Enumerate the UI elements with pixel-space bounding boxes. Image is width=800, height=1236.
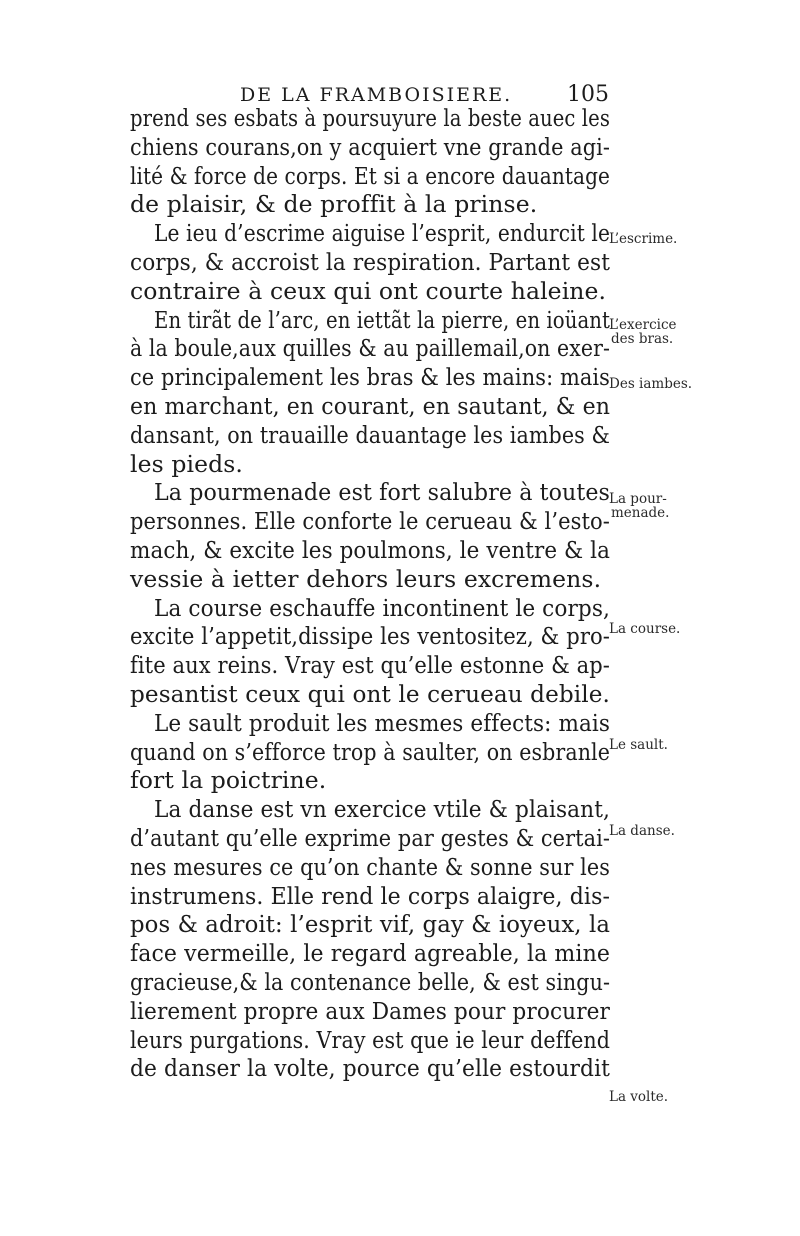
text-line: gracieuse,& la contenance belle, & est singu- <box>130 967 610 996</box>
text-line: Le sault produit les mesmes effects: mais <box>154 708 610 737</box>
text-line: leurs purgations. Vray est que ie leur deffend <box>130 1025 610 1054</box>
margin-note-exercice-bras <box>609 318 677 346</box>
margin-note-line: La pour- <box>609 491 667 507</box>
text-line: En tirãt de l’arc, en iettãt la pierre, en ioüant <box>154 305 610 334</box>
text-line: quand on s’efforce trop à saulter, on esbranle <box>130 737 610 766</box>
text-line: Le ieu d’escrime aiguise l’esprit, endurcit le <box>154 219 610 248</box>
text-line: prend ses esbats à poursuyure la beste auec les <box>130 104 610 132</box>
text-line: fite aux reins. Vray est qu’elle estonne & ap- <box>130 651 610 680</box>
text-line: de danser la volte, pource qu’elle estourdit <box>130 1054 610 1083</box>
text-line: excite l’appetit,dissipe les ventositez, & pro- <box>130 622 610 651</box>
text-line: dansant, on trauaille dauantage les iambes & <box>130 420 610 449</box>
margin-note-des-iambes: Des iambes. <box>609 376 693 392</box>
margin-note-line: L’exercice <box>609 317 677 333</box>
text-line: personnes. Elle conforte le cerueau & l’esto- <box>130 507 610 536</box>
text-line: lité & force de corps. Et si a encore dauantage <box>130 161 610 190</box>
text-line: nes mesures ce qu’on chante & sonne sur les <box>130 852 610 881</box>
text-line: les pieds. <box>130 449 243 478</box>
text-line: mach, & excite les poulmons, le ventre & la <box>130 535 610 564</box>
text-line: vessie à ietter dehors leurs excremens. <box>130 564 602 593</box>
text-line: d’autant qu’elle exprime par gestes & certai- <box>130 823 610 852</box>
margin-note-escrime: L’escrime. <box>609 231 678 247</box>
text-line: pos & adroit: l’esprit vif, gay & ioyeux, la <box>130 910 610 939</box>
margin-note-danse: La danse. <box>609 823 675 839</box>
margin-note-line: menade. <box>611 505 670 521</box>
margin-note-line: des bras. <box>611 331 674 347</box>
text-line: de plaisir, & de proffit à la prinse. <box>130 190 538 219</box>
text-line: chiens courans,on y acquiert vne grande agi- <box>130 132 610 161</box>
margin-notes <box>609 0 789 1236</box>
body-text <box>130 104 610 1083</box>
text-line: fort la poictrine. <box>130 766 327 795</box>
margin-note-volte: La volte. <box>609 1089 669 1105</box>
page-number: 105 <box>567 82 609 107</box>
margin-note-course: La course. <box>609 621 681 637</box>
text-line: instrumens. Elle rend le corps alaigre, dis- <box>130 881 610 910</box>
text-line: La course eschauffe incontinent le corps, <box>154 593 610 622</box>
text-line: La danse est vn exercice vtile & plaisant, <box>154 795 610 824</box>
text-line: La pourmenade est fort salubre à toutes <box>154 478 610 507</box>
text-line: face vermeille, le regard agreable, la mine <box>130 939 610 968</box>
text-line: à la boule,aux quilles & au paillemail,on exer- <box>130 334 610 363</box>
text-line: en marchant, en courant, en sautant, & en <box>130 391 610 420</box>
running-head: DE LA FRAMBOISIERE. <box>240 84 513 106</box>
text-line: corps, & accroist la respiration. Partant est <box>130 247 610 276</box>
text-line: contraire à ceux qui ont courte haleine. <box>130 276 607 305</box>
margin-note-pourmenade <box>609 492 669 520</box>
text-line: ce principalement les bras & les mains: mais <box>130 363 610 392</box>
margin-note-sault: Le sault. <box>609 737 668 753</box>
text-line: lierement propre aux Dames pour procurer <box>130 996 610 1025</box>
text-line: pesantist ceux qui ont le cerueau debile. <box>130 679 610 708</box>
